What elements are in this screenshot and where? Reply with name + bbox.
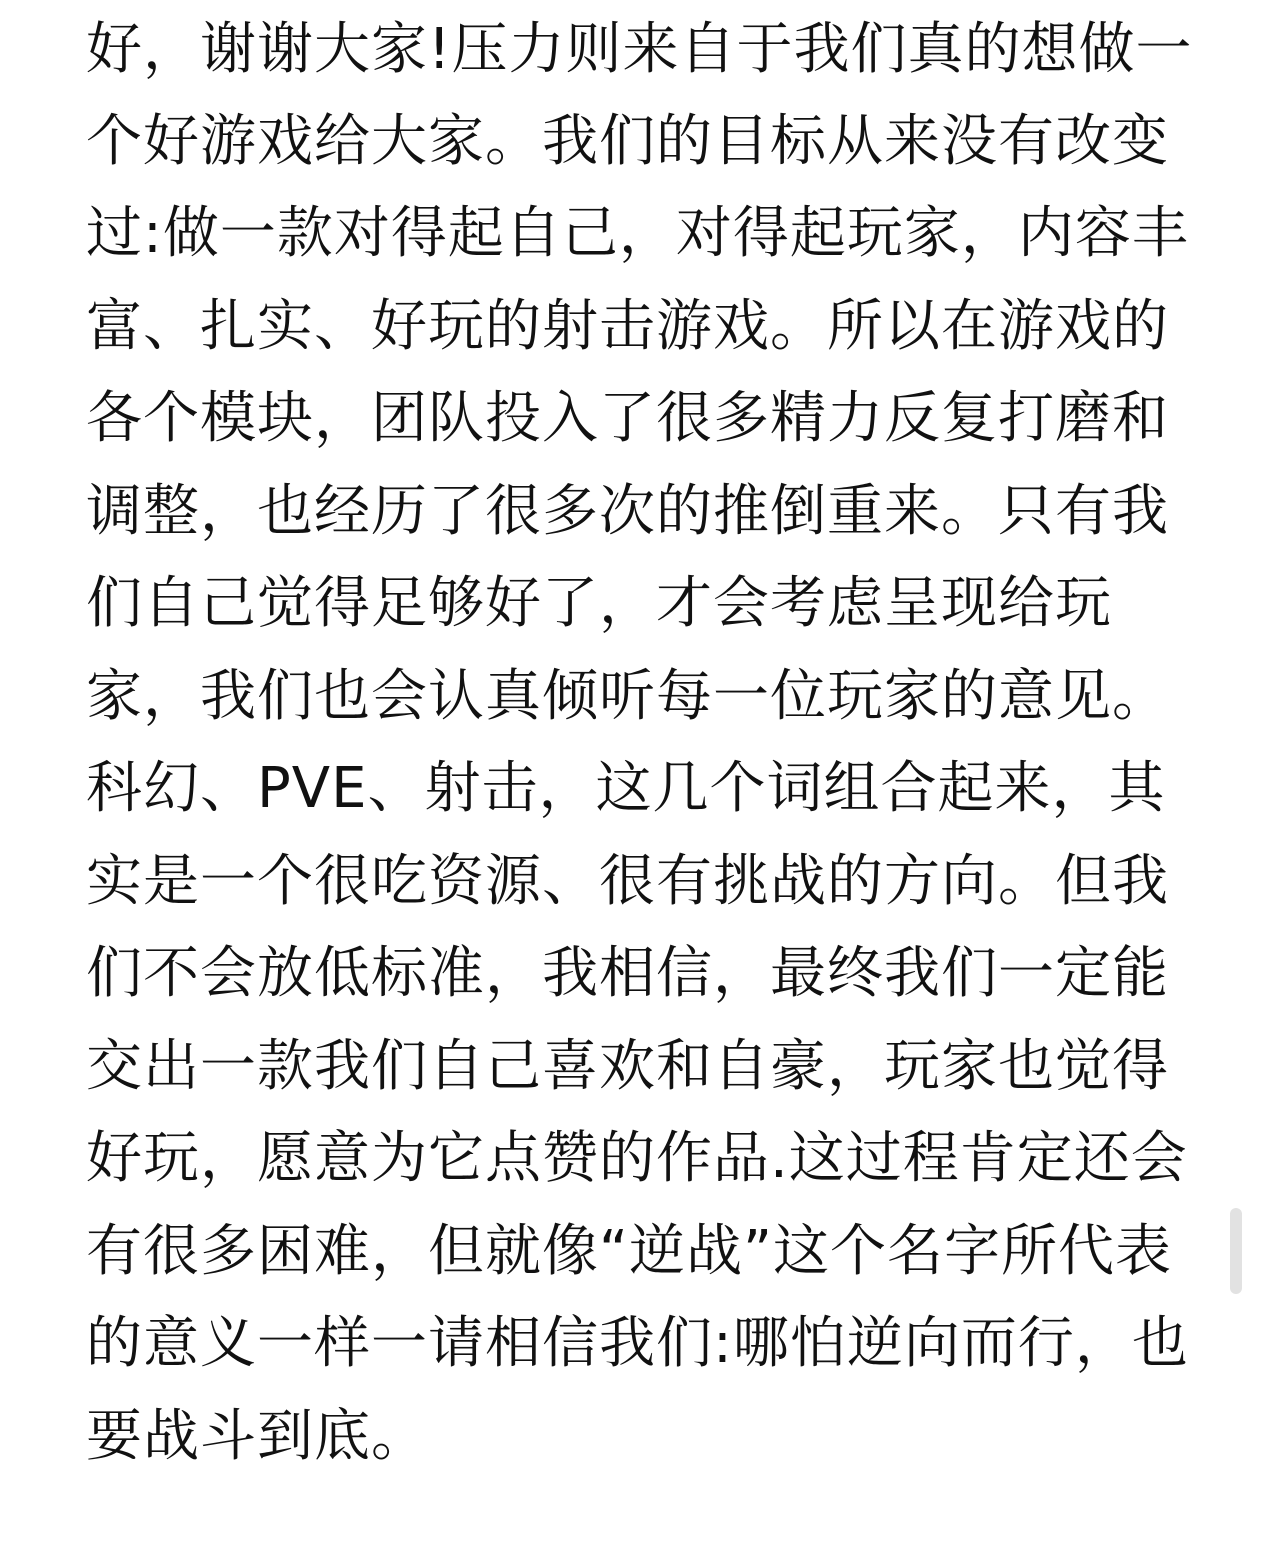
text-line: 实是一个很吃资源、很有挑战的方向。但我 bbox=[86, 849, 1169, 914]
text-line: 科幻、PVE、射击，这几个词组合起来，其 bbox=[86, 756, 1166, 821]
text-line: 各个模块，团队投入了很多精力反复打磨和 bbox=[86, 386, 1169, 451]
text-line: 家，我们也会认真倾听每一位玩家的意见。 bbox=[86, 664, 1169, 729]
text-line: 交出一款我们自己喜欢和自豪，玩家也觉得 bbox=[86, 1034, 1169, 1099]
text-line: 们自己觉得足够好了，才会考虑呈现给玩 bbox=[86, 571, 1112, 636]
text-line: 富、扎实、好玩的射击游戏。所以在游戏的 bbox=[86, 294, 1169, 359]
scrollbar-thumb[interactable] bbox=[1230, 1208, 1242, 1294]
text-line: 过:做一款对得起自己，对得起玩家，内容丰 bbox=[86, 201, 1189, 266]
text-line: 有很多困难，但就像“逆战”这个名字所代表 bbox=[86, 1219, 1173, 1284]
text-line: 好玩，愿意为它点赞的作品.这过程肯定还会 bbox=[86, 1126, 1188, 1191]
scrollbar[interactable] bbox=[1228, 0, 1244, 1544]
text-line: 的意义一样一请相信我们:哪怕逆向而行，也 bbox=[86, 1311, 1189, 1376]
text-line: 个好游戏给大家。我们的目标从来没有改变 bbox=[86, 109, 1169, 174]
text-line: 要战斗到底。 bbox=[86, 1404, 428, 1469]
text-line: 调整，也经历了很多次的推倒重来。只有我 bbox=[86, 479, 1169, 544]
text-line: 们不会放低标准，我相信，最终我们一定能 bbox=[86, 941, 1169, 1006]
text-line: 好，谢谢大家!压力则来自于我们真的想做一 bbox=[86, 17, 1193, 82]
